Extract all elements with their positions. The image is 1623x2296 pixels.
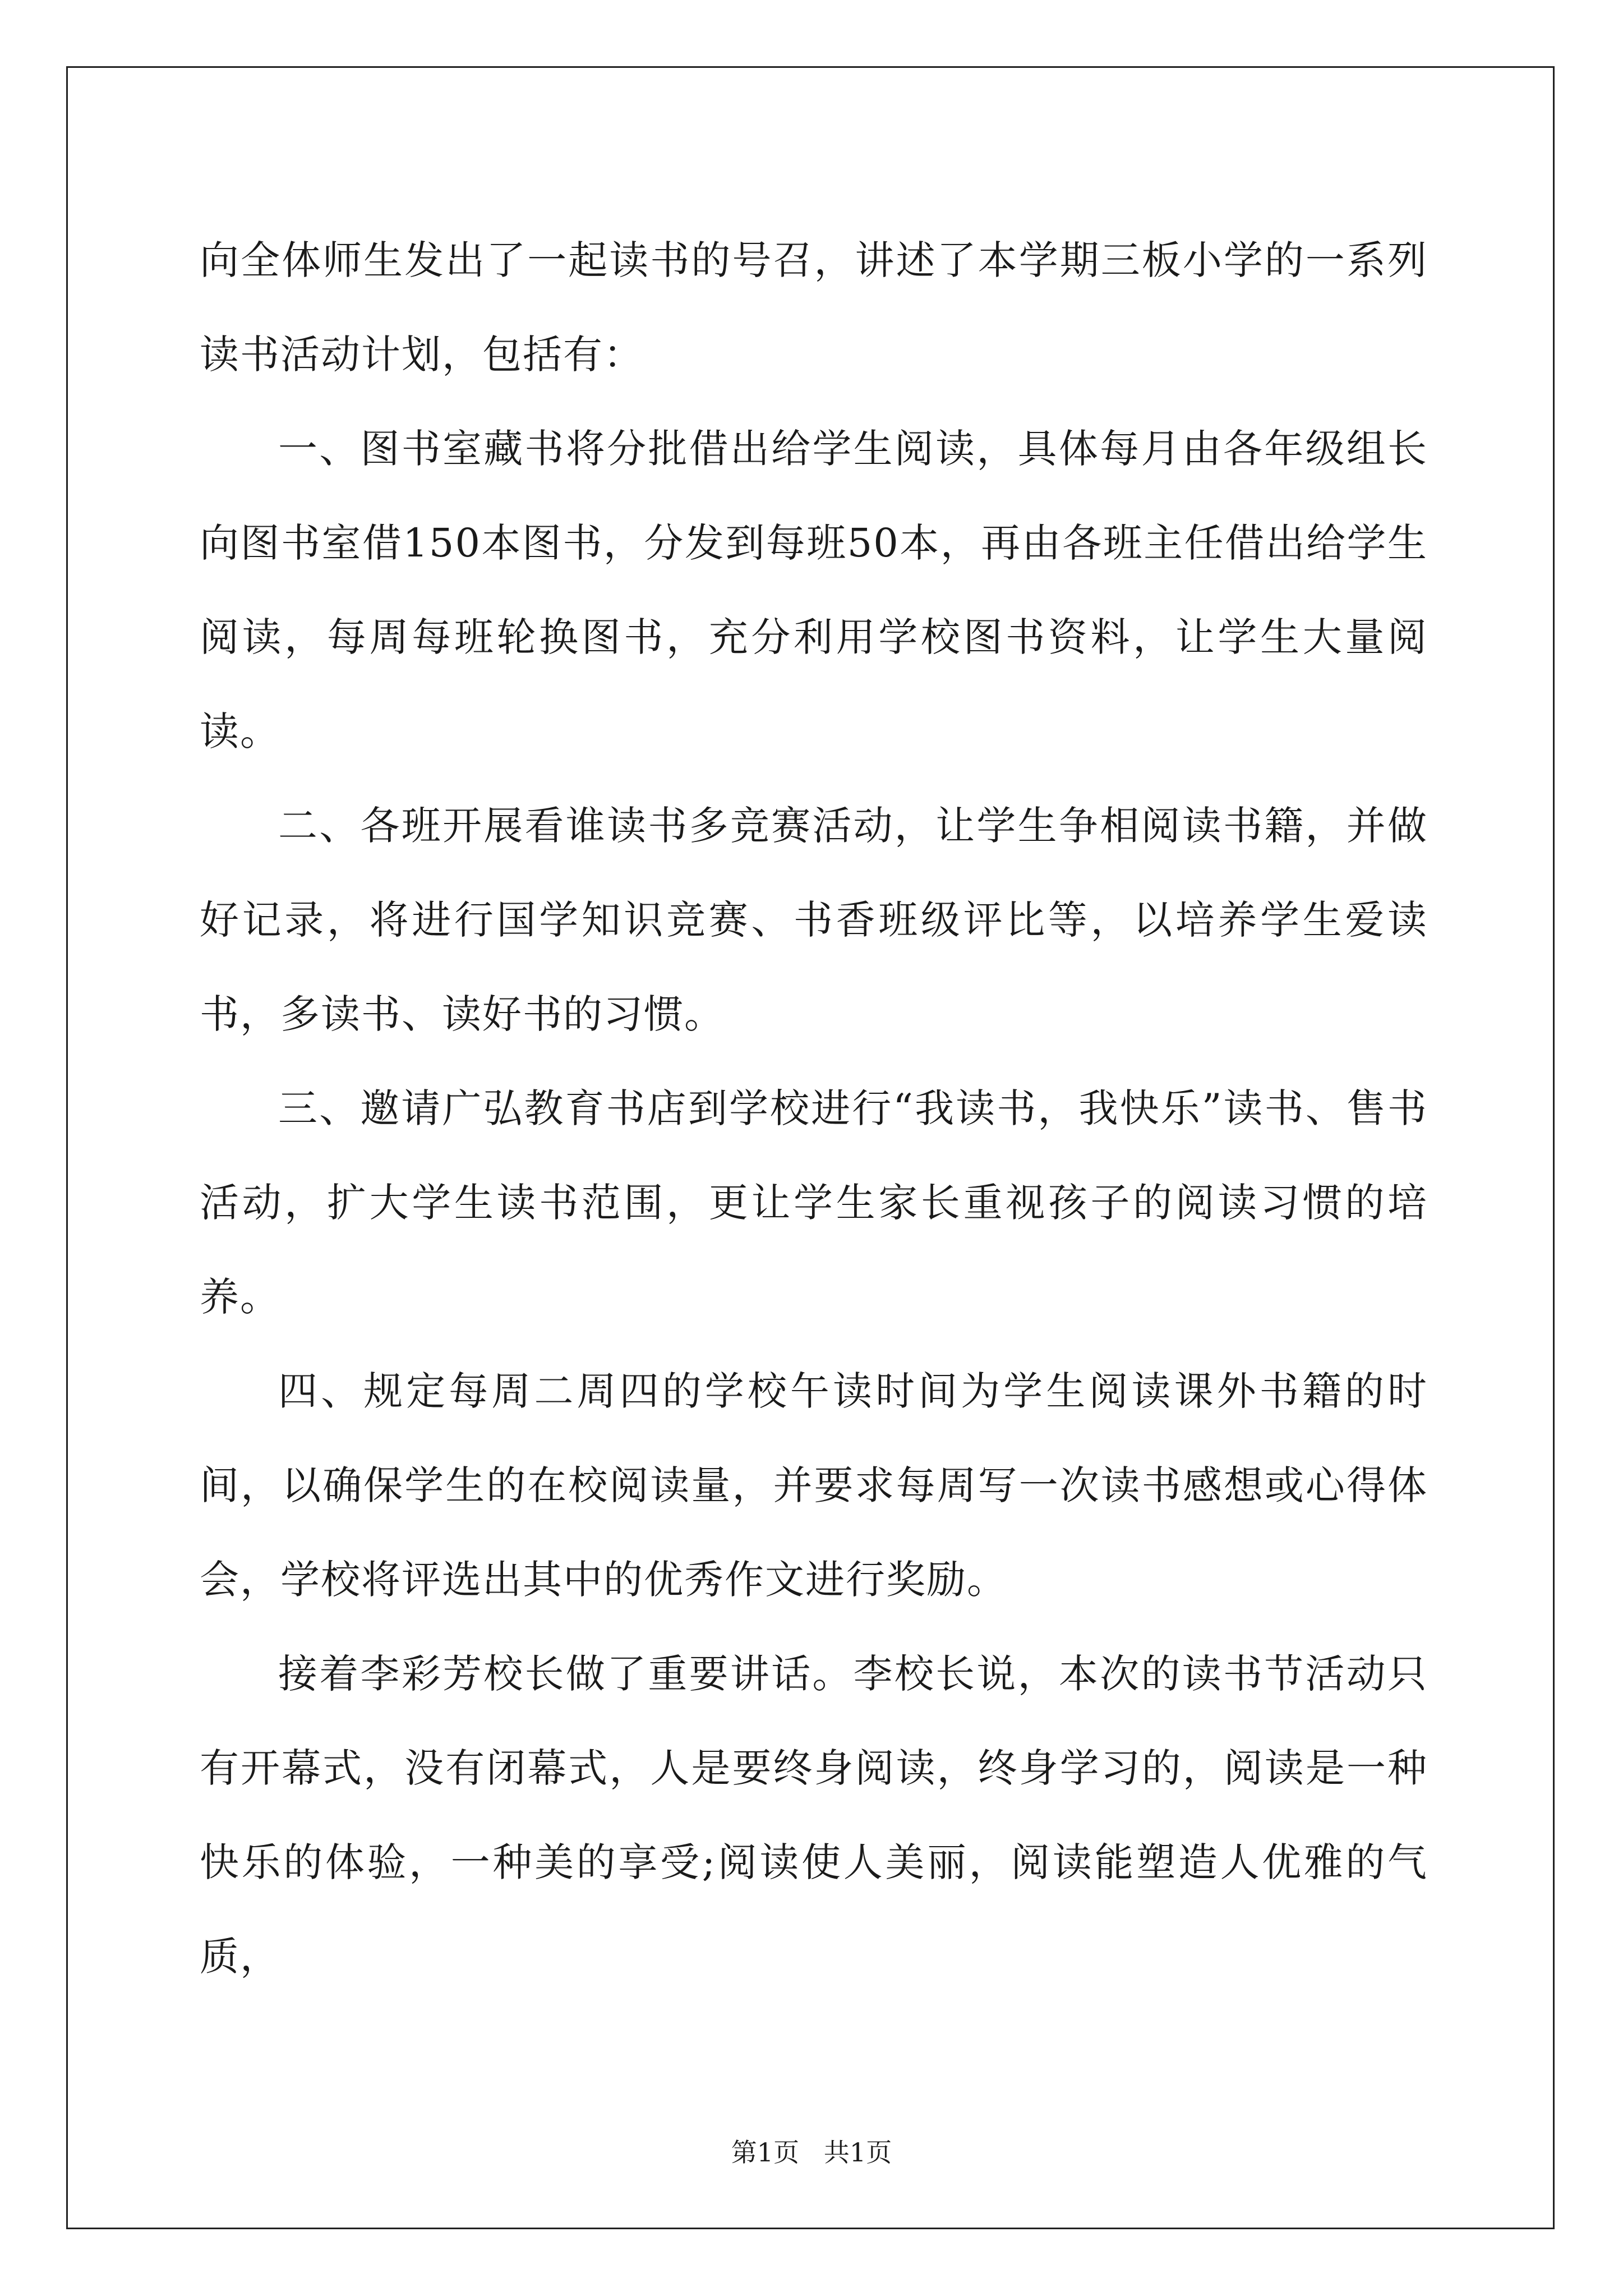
page-footer: 第1页 共1页: [731, 2137, 892, 2168]
paragraph-item-2: 二、各班开展看谁读书多竞赛活动，让学生争相阅读书籍，并做好记录，将进行国学知识竞赛、书香班级评比等，以培养学生爱读书，多读书、读好书的习惯。: [200, 803, 1428, 1037]
paragraph-principal-speech: 接着李彩芳校长做了重要讲话。李校长说，本次的读书节活动只有开幕式，没有闭幕式，人是要终身阅读，终身学习的，阅读是一种快乐的体验，一种美的享受;阅读使人美丽，阅读能塑造人优雅的气质，: [200, 1651, 1428, 1980]
document-body: [200, 213, 1428, 2004]
paragraph-item-3: 三、邀请广弘教育书店到学校进行“我读书，我快乐”读书、售书活动，扩大学生读书范围，更让学生家长重视孩子的阅读习惯的培养。: [200, 1085, 1428, 1320]
paragraph-item-4: 四、规定每周二周四的学校午读时间为学生阅读课外书籍的时间，以确保学生的在校阅读量，并要求每周写一次读书感想或心得体会，学校将评选出其中的优秀作文进行奖励。: [200, 1368, 1428, 1603]
paragraph-intro: 向全体师生发出了一起读书的号召，讲述了本学期三板小学的一系列读书活动计划，包括有：: [200, 237, 1428, 378]
paragraph-item-1: 一、图书室藏书将分批借出给学生阅读，具体每月由各年级组长向图书室借150本图书，分发到每班50本，再由各班主任借出给学生阅读，每周每班轮换图书，充分利用学校图书资料，让学生大量阅读。: [200, 426, 1428, 754]
